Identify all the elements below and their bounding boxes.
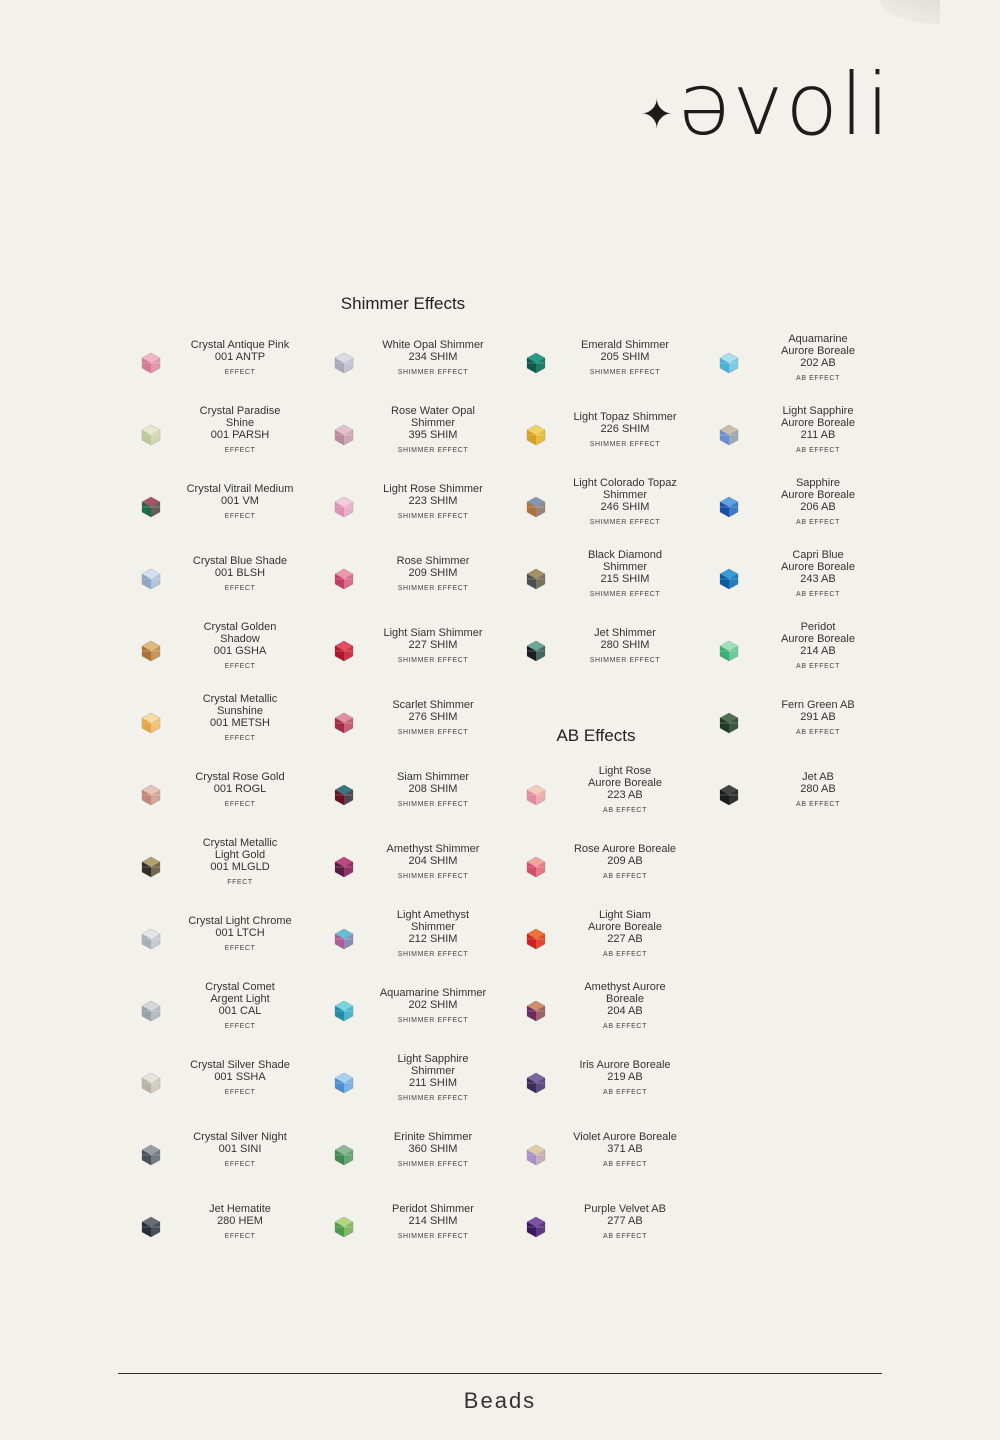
- logo-text: əvoli: [677, 55, 892, 155]
- bead-effect-tag: SHIMMER EFFECT: [397, 657, 469, 664]
- bead-name: Crystal Antique Pink 001 ANTP: [190, 339, 290, 363]
- bead-item: [525, 1192, 717, 1252]
- bead-label: [565, 904, 685, 964]
- bead-swatch-icon: [333, 712, 355, 734]
- bead-label: [565, 328, 685, 388]
- bead-item: [140, 688, 332, 748]
- bead-name: Crystal Silver Shade 001 SSHA: [190, 1059, 290, 1083]
- bead-effect-tag: AB EFFECT: [796, 591, 840, 598]
- bead-effect-tag: EFFECT: [224, 513, 256, 520]
- bead-label: [565, 976, 685, 1036]
- bead-label: [180, 544, 300, 604]
- bead-effect-tag: SHIMMER EFFECT: [397, 585, 469, 592]
- bead-swatch-icon: [718, 352, 740, 374]
- bead-effect-tag: EFFECT: [224, 1161, 256, 1168]
- bead-effect-tag: EFFECT: [224, 735, 256, 742]
- bead-item: [333, 328, 525, 388]
- bead-swatch-icon: [333, 784, 355, 806]
- bead-effect-tag: EFFECT: [224, 369, 256, 376]
- bead-name: Rose Aurore Boreale 209 AB: [573, 843, 677, 867]
- bead-name: White Opal Shimmer 234 SHIM: [382, 339, 484, 363]
- bead-item: [140, 760, 332, 820]
- bead-name: Light Amethyst Shimmer 212 SHIM: [396, 909, 470, 945]
- bead-swatch-icon: [718, 784, 740, 806]
- bead-label: [373, 1048, 493, 1108]
- bead-item: [333, 976, 525, 1036]
- bead-name: Crystal Metallic Sunshine 001 METSH: [202, 693, 278, 729]
- bead-label: [180, 832, 300, 892]
- bead-effect-tag: AB EFFECT: [796, 519, 840, 526]
- bead-name: Aquamarine Aurore Boreale 202 AB: [781, 333, 855, 369]
- bead-effect-tag: SHIMMER EFFECT: [397, 951, 469, 958]
- bead-effect-tag: AB EFFECT: [796, 447, 840, 454]
- bead-effect-tag: SHIMMER EFFECT: [397, 1161, 469, 1168]
- bead-name: Sapphire Aurore Boreale 206 AB: [781, 477, 855, 513]
- bead-swatch-icon: [333, 352, 355, 374]
- bead-label: [758, 544, 878, 604]
- bead-name: Rose Water Opal Shimmer 395 SHIM: [391, 405, 475, 441]
- bead-swatch-icon: [718, 496, 740, 518]
- bead-label: [373, 904, 493, 964]
- bead-name: Crystal Light Chrome 001 LTCH: [188, 915, 292, 939]
- bead-item: [140, 328, 332, 388]
- bead-swatch-icon: [525, 1000, 547, 1022]
- bead-name: Crystal Metallic Light Gold 001 MLGLD: [202, 837, 278, 873]
- bead-swatch-icon: [525, 640, 547, 662]
- bead-label: [565, 1120, 685, 1180]
- bead-item: [140, 832, 332, 892]
- bead-name: Light Rose Aurore Boreale 223 AB: [588, 765, 662, 801]
- bead-effect-tag: AB EFFECT: [603, 1233, 647, 1240]
- bead-effect-tag: SHIMMER EFFECT: [589, 369, 661, 376]
- bead-item: [525, 400, 717, 460]
- bead-label: [373, 472, 493, 532]
- bead-swatch-icon: [333, 640, 355, 662]
- bead-effect-tag: SHIMMER EFFECT: [397, 1017, 469, 1024]
- bead-name: Iris Aurore Boreale 219 AB: [579, 1059, 671, 1083]
- bead-item: [333, 1048, 525, 1108]
- bead-swatch-icon: [525, 568, 547, 590]
- bead-item: [525, 1120, 717, 1180]
- bead-effect-tag: AB EFFECT: [796, 801, 840, 808]
- bead-item: [333, 760, 525, 820]
- bead-label: [180, 760, 300, 820]
- brand-logo: [640, 55, 892, 155]
- bead-name: Light Colorado Topaz Shimmer 246 SHIM: [573, 477, 677, 513]
- bead-swatch-icon: [333, 568, 355, 590]
- bead-swatch-icon: [140, 784, 162, 806]
- bead-item: [333, 544, 525, 604]
- bead-item: [140, 544, 332, 604]
- bead-swatch-icon: [525, 1216, 547, 1238]
- bead-name: Amethyst Shimmer 204 SHIM: [386, 843, 480, 867]
- bead-effect-tag: SHIMMER EFFECT: [397, 1233, 469, 1240]
- bead-name: Crystal Blue Shade 001 BLSH: [192, 555, 288, 579]
- bead-effect-tag: AB EFFECT: [603, 951, 647, 958]
- bead-effect-tag: EFFECT: [224, 663, 256, 670]
- bead-label: [565, 1192, 685, 1252]
- bead-item: [718, 760, 910, 820]
- bead-item: [333, 472, 525, 532]
- page-corner-shadow: [880, 0, 940, 24]
- bead-name: Light Siam Shimmer 227 SHIM: [383, 627, 483, 651]
- bead-item: [333, 616, 525, 676]
- bead-name: Violet Aurore Boreale 371 AB: [573, 1131, 677, 1155]
- bead-item: [333, 904, 525, 964]
- bead-swatch-icon: [718, 712, 740, 734]
- bead-label: [373, 832, 493, 892]
- bead-effect-tag: SHIMMER EFFECT: [589, 441, 661, 448]
- bead-item: [140, 976, 332, 1036]
- bead-item: [333, 1192, 525, 1252]
- section-heading-shimmer: Shimmer Effects: [340, 294, 466, 313]
- bead-effect-tag: SHIMMER EFFECT: [397, 1095, 469, 1102]
- bead-label: [758, 472, 878, 532]
- bead-swatch-icon: [525, 1072, 547, 1094]
- bead-name: Scarlet Shimmer 276 SHIM: [392, 699, 474, 723]
- bead-effect-tag: EFFECT: [224, 801, 256, 808]
- bead-swatch-icon: [140, 352, 162, 374]
- bead-swatch-icon: [525, 424, 547, 446]
- bead-effect-tag: SHIMMER EFFECT: [397, 729, 469, 736]
- bead-effect-tag: AB EFFECT: [603, 807, 647, 814]
- bead-swatch-icon: [140, 568, 162, 590]
- bead-label: [180, 976, 300, 1036]
- bead-swatch-icon: [333, 1216, 355, 1238]
- bead-swatch-icon: [333, 496, 355, 518]
- bead-name: Rose Shimmer 209 SHIM: [396, 555, 470, 579]
- bead-label: [565, 760, 685, 820]
- bead-swatch-icon: [525, 784, 547, 806]
- bead-name: Jet Hematite 280 HEM: [209, 1203, 271, 1227]
- bead-name: Jet Shimmer 280 SHIM: [594, 627, 656, 651]
- bead-label: [180, 1192, 300, 1252]
- bead-item: [525, 328, 717, 388]
- bead-swatch-icon: [333, 1072, 355, 1094]
- bead-item: [525, 544, 717, 604]
- bead-swatch-icon: [333, 424, 355, 446]
- bead-effect-tag: SHIMMER EFFECT: [397, 801, 469, 808]
- bead-label: [758, 400, 878, 460]
- bead-swatch-icon: [718, 568, 740, 590]
- bead-name: Jet AB 280 AB: [800, 771, 836, 795]
- bead-item: [525, 832, 717, 892]
- bead-name: Crystal Paradise Shine 001 PARSH: [199, 405, 281, 441]
- bead-label: [565, 616, 685, 676]
- bead-name: Aquamarine Shimmer 202 SHIM: [379, 987, 487, 1011]
- bead-item: [140, 904, 332, 964]
- bead-item: [333, 400, 525, 460]
- bead-swatch-icon: [140, 1072, 162, 1094]
- bead-effect-tag: AB EFFECT: [603, 1161, 647, 1168]
- bead-effect-tag: EFFECT: [224, 447, 256, 454]
- bead-item: [140, 1192, 332, 1252]
- bead-item: [525, 976, 717, 1036]
- bead-swatch-icon: [140, 1144, 162, 1166]
- bead-swatch-icon: [333, 856, 355, 878]
- bead-effect-tag: AB EFFECT: [603, 1023, 647, 1030]
- bead-name: Purple Velvet AB 277 AB: [584, 1203, 666, 1227]
- bead-effect-tag: EFFECT: [224, 1233, 256, 1240]
- bead-label: [373, 1192, 493, 1252]
- bead-name: Light Sapphire Shimmer 211 SHIM: [397, 1053, 469, 1089]
- bead-effect-tag: AB EFFECT: [796, 729, 840, 736]
- bead-swatch-icon: [525, 856, 547, 878]
- bead-item: [525, 760, 717, 820]
- bead-effect-tag: AB EFFECT: [796, 663, 840, 670]
- footer-title: Beads: [463, 1388, 537, 1413]
- bead-item: [333, 688, 525, 748]
- bead-swatch-icon: [140, 712, 162, 734]
- bead-label: [180, 1048, 300, 1108]
- bead-item: [140, 616, 332, 676]
- bead-effect-tag: SHIMMER EFFECT: [589, 591, 661, 598]
- bead-effect-tag: SHIMMER EFFECT: [397, 369, 469, 376]
- bead-name: Siam Shimmer 208 SHIM: [396, 771, 470, 795]
- bead-item: [525, 616, 717, 676]
- bead-item: [525, 904, 717, 964]
- bead-item: [718, 472, 910, 532]
- bead-label: [758, 616, 878, 676]
- bead-label: [373, 976, 493, 1036]
- bead-item: [718, 544, 910, 604]
- bead-name: Light Siam Aurore Boreale 227 AB: [588, 909, 662, 945]
- bead-swatch-icon: [718, 640, 740, 662]
- bead-effect-tag: EFFECT: [224, 1023, 256, 1030]
- bead-name: Emerald Shimmer 205 SHIM: [580, 339, 670, 363]
- bead-item: [718, 616, 910, 676]
- bead-name: Crystal Vitrail Medium 001 VM: [186, 483, 294, 507]
- bead-effect-tag: EFFECT: [224, 585, 256, 592]
- bead-name: Crystal Golden Shadow 001 GSHA: [203, 621, 277, 657]
- bead-swatch-icon: [525, 352, 547, 374]
- bead-effect-tag: SHIMMER EFFECT: [397, 873, 469, 880]
- bead-swatch-icon: [333, 928, 355, 950]
- bead-effect-tag: EFFECT: [224, 1089, 256, 1096]
- bead-swatch-icon: [718, 424, 740, 446]
- bead-label: [180, 616, 300, 676]
- bead-item: [525, 1048, 717, 1108]
- bead-item: [140, 1048, 332, 1108]
- bead-name: Peridot Shimmer 214 SHIM: [392, 1203, 474, 1227]
- bead-label: [180, 472, 300, 532]
- bead-item: [718, 688, 910, 748]
- bead-label: [565, 832, 685, 892]
- bead-item: [718, 328, 910, 388]
- bead-label: [758, 760, 878, 820]
- bead-label: [180, 328, 300, 388]
- bead-effect-tag: AB EFFECT: [603, 1089, 647, 1096]
- bead-label: [565, 400, 685, 460]
- bead-effect-tag: SHIMMER EFFECT: [589, 657, 661, 664]
- bead-swatch-icon: [333, 1000, 355, 1022]
- bead-item: [718, 400, 910, 460]
- bead-swatch-icon: [140, 1000, 162, 1022]
- bead-name: Light Sapphire Aurore Boreale 211 AB: [781, 405, 855, 441]
- bead-label: [373, 544, 493, 604]
- footer-divider: [118, 1373, 882, 1374]
- bead-label: [565, 544, 685, 604]
- bead-label: [373, 616, 493, 676]
- bead-name: Peridot Aurore Boreale 214 AB: [781, 621, 855, 657]
- bead-swatch-icon: [140, 640, 162, 662]
- section-heading-ab: AB Effects: [556, 726, 636, 745]
- bead-item: [525, 472, 717, 532]
- bead-name: Fern Green AB 291 AB: [781, 699, 855, 723]
- bead-item: [333, 1120, 525, 1180]
- bead-name: Black Diamond Shimmer 215 SHIM: [588, 549, 662, 585]
- bead-item: [140, 1120, 332, 1180]
- bead-label: [373, 760, 493, 820]
- bead-item: [333, 832, 525, 892]
- bead-name: Erinite Shimmer 360 SHIM: [393, 1131, 473, 1155]
- bead-swatch-icon: [140, 856, 162, 878]
- bead-name: Crystal Silver Night 001 SINI: [193, 1131, 287, 1155]
- bead-item: [140, 472, 332, 532]
- bead-swatch-icon: [333, 1144, 355, 1166]
- bead-effect-tag: AB EFFECT: [603, 873, 647, 880]
- bead-swatch-icon: [525, 1144, 547, 1166]
- bead-label: [373, 1120, 493, 1180]
- bead-swatch-icon: [140, 928, 162, 950]
- bead-effect-tag: SHIMMER EFFECT: [397, 447, 469, 454]
- bead-label: [180, 1120, 300, 1180]
- bead-swatch-icon: [525, 496, 547, 518]
- bead-effect-tag: FFECT: [227, 879, 253, 886]
- bead-label: [180, 904, 300, 964]
- bead-swatch-icon: [140, 424, 162, 446]
- bead-effect-tag: EFFECT: [224, 945, 256, 952]
- bead-effect-tag: SHIMMER EFFECT: [589, 519, 661, 526]
- bead-label: [373, 400, 493, 460]
- bead-name: Light Topaz Shimmer 226 SHIM: [573, 411, 677, 435]
- bead-effect-tag: SHIMMER EFFECT: [397, 513, 469, 520]
- bead-label: [565, 472, 685, 532]
- bead-swatch-icon: [140, 1216, 162, 1238]
- bead-label: [180, 400, 300, 460]
- bead-name: Amethyst Aurore Boreale 204 AB: [584, 981, 666, 1017]
- bead-swatch-icon: [140, 496, 162, 518]
- bead-name: Light Rose Shimmer 223 SHIM: [383, 483, 483, 507]
- bead-item: [140, 400, 332, 460]
- bead-name: Capri Blue Aurore Boreale 243 AB: [781, 549, 855, 585]
- bead-label: [758, 688, 878, 748]
- bead-name: Crystal Comet Argent Light 001 CAL: [205, 981, 275, 1017]
- bead-swatch-icon: [525, 928, 547, 950]
- bead-name: Crystal Rose Gold 001 ROGL: [195, 771, 285, 795]
- bead-label: [565, 1048, 685, 1108]
- bead-label: [373, 688, 493, 748]
- logo-star-icon: ✦: [640, 92, 676, 138]
- bead-label: [180, 688, 300, 748]
- bead-effect-tag: AB EFFECT: [796, 375, 840, 382]
- bead-label: [758, 328, 878, 388]
- bead-label: [373, 328, 493, 388]
